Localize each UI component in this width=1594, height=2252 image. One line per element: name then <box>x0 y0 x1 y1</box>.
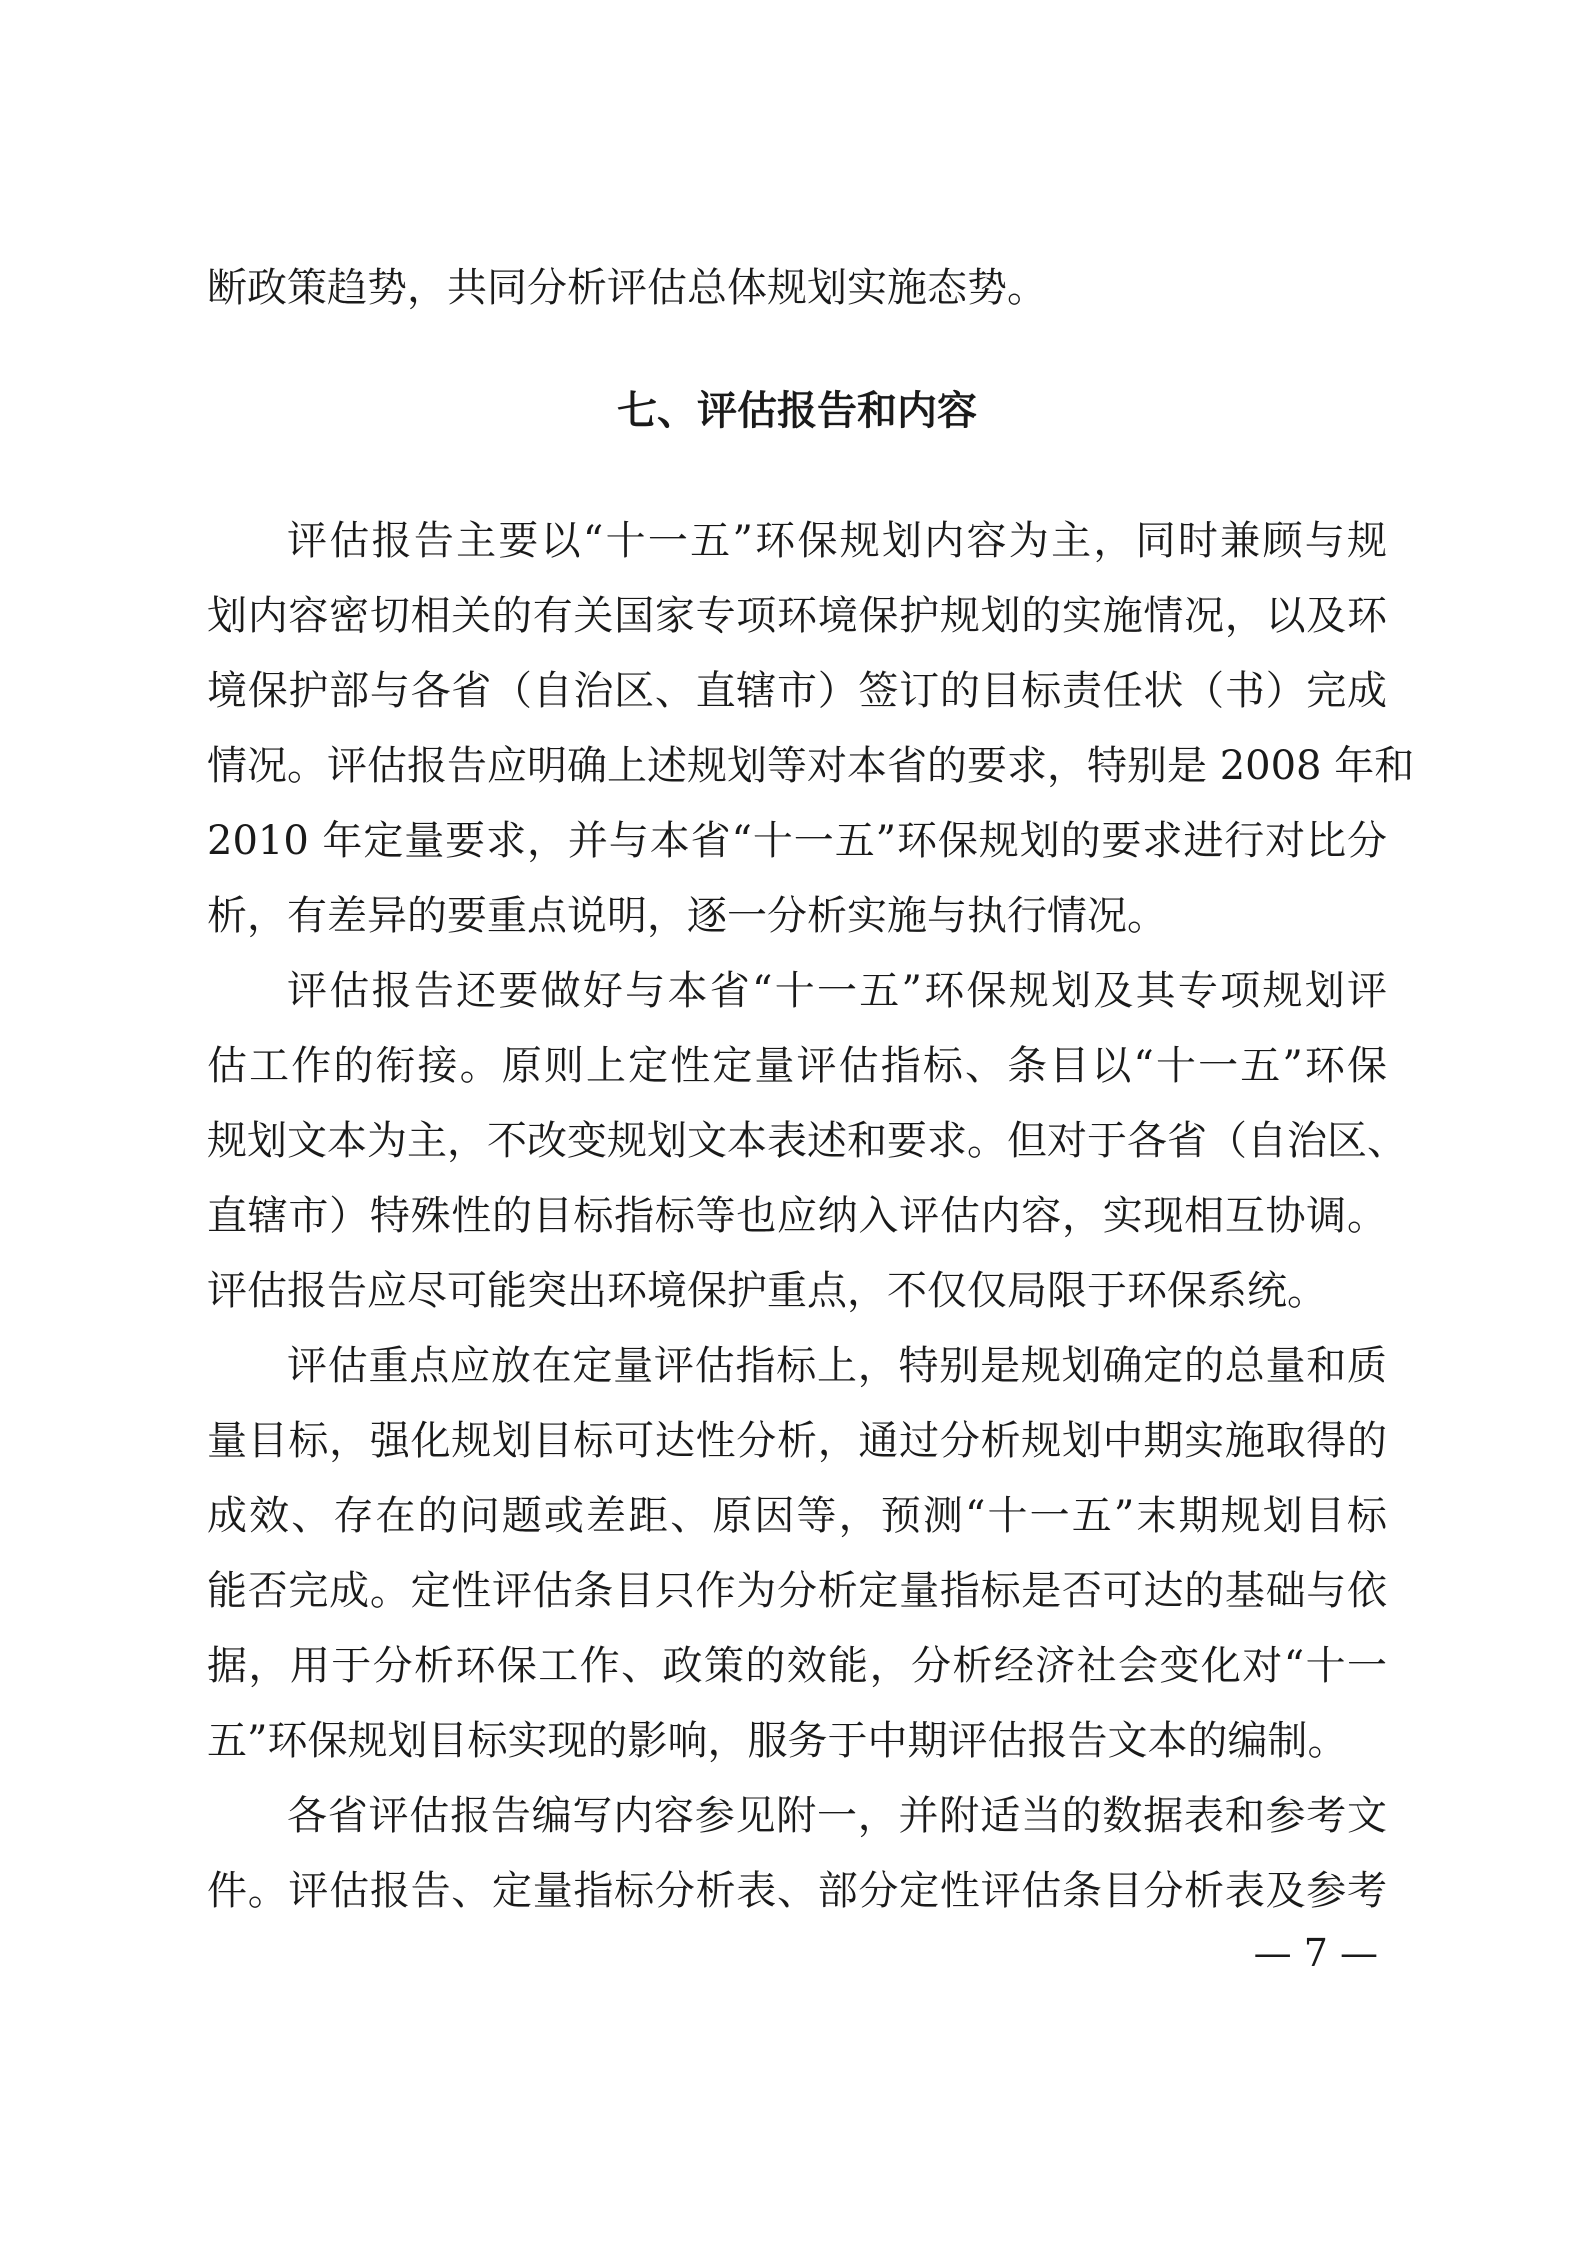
paragraph-line: 直辖市）特殊性的目标指标等也应纳入评估内容，实现相互协调。 <box>207 1193 1387 1239</box>
paragraph-line: 估工作的衔接。原则上定性定量评估指标、条目以“十一五”环保 <box>207 1043 1387 1089</box>
paragraph-line: 境保护部与各省（自治区、直辖市）签订的目标责任状（书）完成 <box>207 668 1387 714</box>
paragraph-line: 评估重点应放在定量评估指标上，特别是规划确定的总量和质 <box>287 1343 1387 1389</box>
paragraph-line: 成效、存在的问题或差距、原因等，预测“十一五”末期规划目标 <box>207 1493 1387 1539</box>
paragraph-line: 件。评估报告、定量指标分析表、部分定性评估条目分析表及参考 <box>207 1868 1387 1914</box>
paragraph-line: 划内容密切相关的有关国家专项环境保护规划的实施情况，以及环 <box>207 593 1387 639</box>
paragraph-line: 情况。评估报告应明确上述规划等对本省的要求，特别是 2008 年和 <box>207 743 1415 789</box>
page-number: — 7 — <box>1253 1931 1378 1975</box>
paragraph-line: 2010 年定量要求，并与本省“十一五”环保规划的要求进行对比分 <box>207 818 1387 864</box>
section-heading: 七、评估报告和内容 <box>617 388 977 434</box>
paragraph-line: 各省评估报告编写内容参见附一，并附适当的数据表和参考文 <box>287 1793 1387 1839</box>
paragraph-line: 五”环保规划目标实现的影响，服务于中期评估报告文本的编制。 <box>207 1718 1348 1764</box>
paragraph-line: 评估报告应尽可能突出环境保护重点，不仅仅局限于环保系统。 <box>207 1268 1327 1314</box>
paragraph-line: 评估报告还要做好与本省“十一五”环保规划及其专项规划评 <box>287 968 1387 1014</box>
paragraph-line: 析，有差异的要重点说明，逐一分析实施与执行情况。 <box>207 893 1167 939</box>
paragraph-line: 断政策趋势，共同分析评估总体规划实施态势。 <box>207 265 1047 311</box>
paragraph-line: 据，用于分析环保工作、政策的效能，分析经济社会变化对“十一 <box>207 1643 1387 1689</box>
paragraph-line: 评估报告主要以“十一五”环保规划内容为主，同时兼顾与规 <box>287 518 1387 564</box>
paragraph-line: 量目标，强化规划目标可达性分析，通过分析规划中期实施取得的 <box>207 1418 1387 1464</box>
paragraph-line: 能否完成。定性评估条目只作为分析定量指标是否可达的基础与依 <box>207 1568 1387 1614</box>
paragraph-line: 规划文本为主，不改变规划文本表述和要求。但对于各省（自治区、 <box>207 1118 1407 1164</box>
